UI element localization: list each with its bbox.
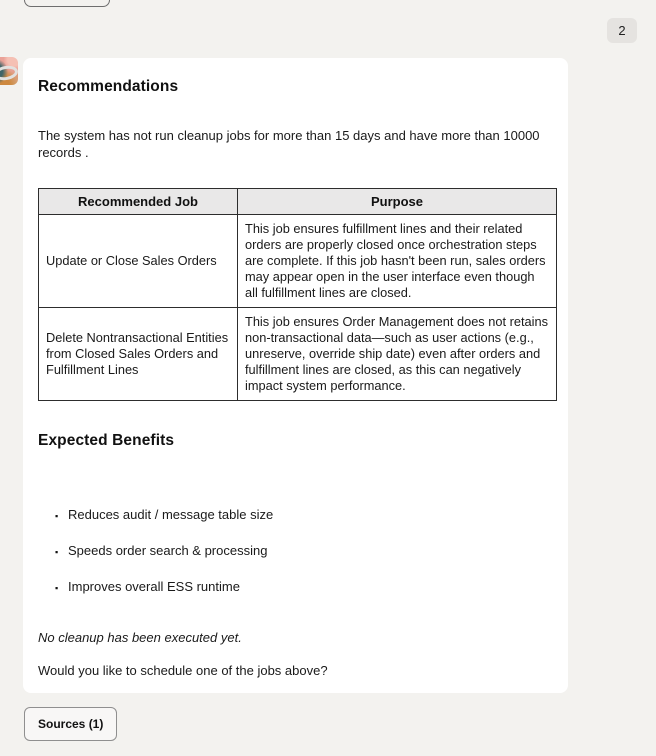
table-row — [39, 215, 557, 308]
purpose-cell: This job ensures Order Management does not retains non-transactional data—such as user actions (e.g., unreserve, override ship date) even after orders and fulfillment lines are closed, as this can negatively impact system performance. — [238, 308, 557, 401]
recommendations-title: Recommendations — [38, 78, 179, 95]
recommended-jobs-table — [38, 188, 557, 401]
table-header-row — [39, 189, 557, 215]
purpose-cell: This job ensures fulfillment lines and their related orders are properly closed once orchestration steps are complete. If this job hasn't been run, sales orders may appear open in the user interface even though all fulfillment lines are closed. — [238, 215, 557, 308]
status-note: No cleanup has been executed yet. — [38, 630, 242, 645]
list-item: ▪ Reduces audit / message table size — [55, 507, 556, 523]
column-header-recommended-job: Recommended Job — [39, 189, 238, 215]
list-item: ▪ Speeds order search & processing — [55, 543, 556, 559]
job-cell: Update or Close Sales Orders — [39, 215, 238, 308]
column-header-purpose: Purpose — [238, 189, 557, 215]
table-row — [39, 308, 557, 401]
sources-button[interactable] — [24, 707, 117, 741]
top-clipped-button[interactable] — [24, 0, 110, 7]
sources-button-label: Sources (1) — [38, 717, 104, 731]
expected-benefits-title: Expected Benefits — [38, 432, 175, 449]
count-badge[interactable] — [607, 18, 637, 43]
intro-text: The system has not run cleanup jobs for more than 15 days and have more than 10000 records . — [38, 128, 540, 160]
assistant-message-card — [23, 58, 568, 693]
assistant-avatar-icon — [0, 57, 18, 85]
benefits-list — [38, 507, 556, 595]
list-item: ▪ Improves overall ESS runtime — [55, 579, 556, 595]
follow-up-question: Would you like to schedule one of the jobs above? — [38, 663, 328, 678]
job-cell: Delete Nontransactional Entities from Closed Sales Orders and Fulfillment Lines — [39, 308, 238, 401]
count-badge-value: 2 — [618, 23, 626, 38]
